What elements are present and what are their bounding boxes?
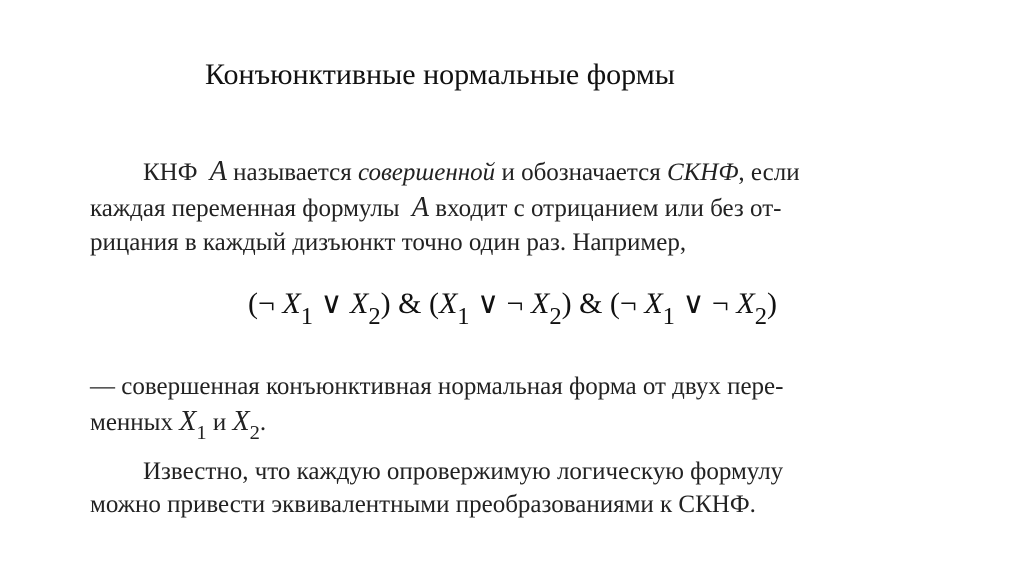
- variable-x1: X: [179, 406, 197, 437]
- formula-variable: X: [438, 287, 458, 320]
- text: менных: [90, 409, 180, 436]
- text: КНФ: [143, 159, 204, 186]
- formula-part: ∨ ¬: [469, 287, 531, 320]
- formula-part: ∨: [313, 287, 351, 320]
- paragraph1-line2: [90, 194, 781, 222]
- formula-variable: X: [736, 287, 755, 320]
- paragraph1-line3: рицания в каждый дизъюнкт точно один раз. Например,: [90, 229, 687, 256]
- formula-variable: X: [644, 287, 663, 320]
- formula-variable: X: [282, 287, 301, 320]
- abbr-sknf: СКНФ: [666, 159, 739, 186]
- subscript: 2: [249, 422, 260, 445]
- variable-a: A: [209, 156, 227, 187]
- formula-part: (¬: [248, 287, 283, 320]
- paragraph3-line1: Известно, что каждую опровержимую логическую формулу: [143, 458, 784, 485]
- text: и: [206, 409, 233, 436]
- paragraph1-line1: [143, 158, 800, 186]
- text: называется: [226, 159, 358, 186]
- emphasis-text: совершенной: [357, 159, 496, 186]
- text: .: [259, 409, 267, 436]
- paragraph2-line1: — совершенная конъюнктивная нормальная форма от двух пере-: [90, 373, 784, 400]
- formula-subscript: 1: [457, 303, 470, 331]
- formula-variable: X: [350, 287, 369, 320]
- formula-subscript: 2: [368, 303, 381, 331]
- paragraph2-line2: [90, 406, 267, 445]
- formula-part: ) & (: [380, 287, 439, 320]
- sknf-formula: [248, 286, 777, 331]
- formula-subscript: 2: [754, 303, 767, 331]
- variable-x2: X: [232, 406, 250, 437]
- formula-part: ) & (¬: [561, 287, 645, 320]
- text: и обозначается: [495, 159, 667, 186]
- text: , если: [738, 159, 800, 186]
- formula-subscript: 1: [300, 303, 314, 331]
- slide-title: Конъюнктивные нормальные формы: [205, 58, 675, 91]
- text: каждая переменная формулы: [90, 195, 406, 222]
- formula-part: ∨ ¬: [674, 287, 737, 320]
- formula-subscript: 2: [549, 303, 562, 331]
- formula-subscript: 1: [662, 303, 675, 331]
- paragraph3-line2: можно привести эквивалентными преобразованиями к СКНФ.: [90, 491, 756, 518]
- text: входит с отрицанием или без от-: [428, 195, 782, 222]
- subscript: 1: [196, 422, 207, 445]
- formula-variable: X: [530, 287, 550, 320]
- formula-part: ): [766, 287, 777, 320]
- variable-a: A: [411, 192, 429, 223]
